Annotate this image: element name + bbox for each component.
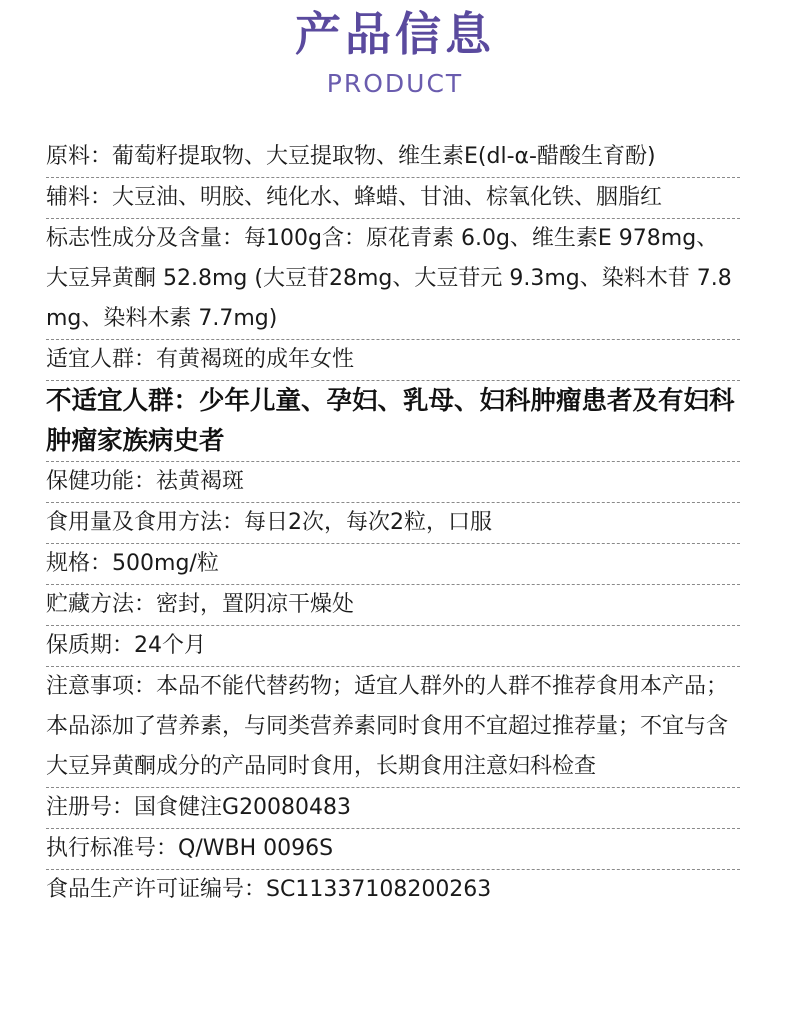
info-row-specification: [46, 544, 740, 585]
product-info-list: [46, 137, 740, 910]
info-label: 贮藏方法：: [46, 592, 157, 617]
info-row-dosage: [46, 503, 740, 544]
info-row-registration-number: [46, 788, 740, 829]
info-row-marker-content: [46, 219, 740, 340]
info-row-precautions: [46, 667, 740, 788]
info-label: 适宜人群：: [46, 347, 157, 372]
info-value: 24个月: [134, 633, 207, 658]
info-row-suitable-population: [46, 340, 740, 381]
info-label: 标志性成分及含量：: [46, 226, 245, 251]
info-value: Q/WBH 0096S: [178, 836, 334, 861]
info-row-excipients: [46, 178, 740, 219]
info-label: 保健功能：: [46, 469, 157, 494]
info-label: 食用量及食用方法：: [46, 510, 245, 535]
info-value: SC11337108200263: [266, 877, 492, 902]
info-value: 每日2次，每次2粒，口服: [244, 510, 493, 535]
info-label: 规格：: [46, 551, 113, 576]
info-value: 每100g含：原花青素 6.0g、维生素E 978mg、大豆异黄酮 52.8mg (大豆苷28mg、大豆苷元 9.3mg、染料木苷 7.8mg、染料木素 7.7mg): [46, 226, 732, 331]
info-label: 不适宜人群：: [46, 386, 200, 416]
info-label: 原料：: [46, 144, 113, 169]
info-row-unsuitable-population: [46, 381, 740, 462]
info-row-health-function: [46, 462, 740, 503]
info-label: 保质期：: [46, 633, 135, 658]
info-row-shelf-life: [46, 626, 740, 667]
page-subtitle: PRODUCT: [326, 69, 464, 98]
info-row-production-license: [46, 870, 740, 910]
info-label: 注意事项：: [46, 674, 157, 699]
info-label: 食品生产许可证编号：: [46, 877, 267, 902]
info-value: 国食健注G20080483: [134, 795, 352, 820]
info-value: 密封，置阴凉干燥处: [156, 592, 355, 617]
info-label: 注册号：: [46, 795, 135, 820]
info-value: 葡萄籽提取物、大豆提取物、维生素E(dl-α-醋酸生育酚): [112, 144, 656, 169]
info-value: 500mg/粒: [112, 551, 219, 576]
info-value: 有黄褐斑的成年女性: [156, 347, 355, 372]
info-row-standard-number: [46, 829, 740, 870]
info-label: 执行标准号：: [46, 836, 179, 861]
page-title: 产品信息: [295, 7, 495, 61]
info-label: 辅料：: [46, 185, 113, 210]
info-value: 祛黄褐斑: [156, 469, 245, 494]
info-row-ingredients: [46, 137, 740, 178]
info-value: 本品不能代替药物；适宜人群外的人群不推荐食用本产品；本品添加了营养素，与同类营养素同时食用不宜超过推荐量；不宜与含大豆异黄酮成分的产品同时食用，长期食用注意妇科检查: [46, 674, 729, 779]
info-value: 大豆油、明胶、纯化水、蜂蜡、甘油、棕氧化铁、胭脂红: [112, 185, 663, 210]
info-value: 少年儿童、孕妇、乳母、妇科肿瘤患者及有妇科肿瘤家族病史者: [46, 386, 735, 456]
info-row-storage: [46, 585, 740, 626]
